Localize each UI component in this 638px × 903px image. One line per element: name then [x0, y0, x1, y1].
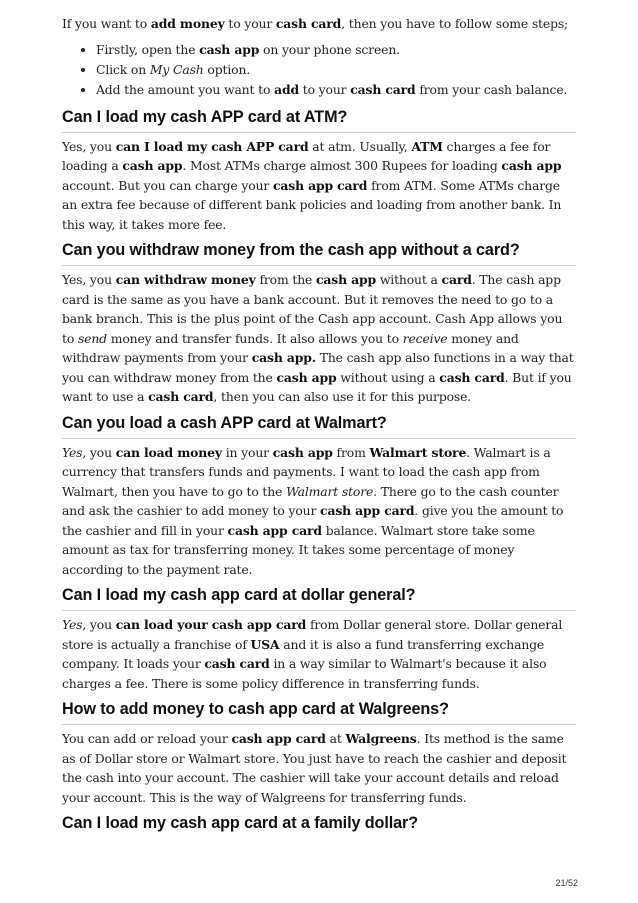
- section-paragraph: Yes, you can load money in your cash app from Walmart store. Walmart is a currency that transfers funds and payments. I want to load the cash app from Walmart, then you have to go to the Walmart store. There go to the cash counter and ask the cashier to add money to your cash app card. give you the amount to the cashier and fill in your cash app card balance. Walmart store take some amount as tax for transferring money. It takes some percentage of money according to the payment rate.: [62, 444, 564, 577]
- section-heading: Can I load my cash APP card at ATM?: [62, 108, 576, 133]
- section-heading: Can you load a cash APP card at Walmart?: [62, 414, 576, 439]
- steps-list: [62, 40, 576, 100]
- section-atm: [62, 108, 576, 235]
- section-paragraph: Yes, you can I load my cash APP card at atm. Usually, ATM charges a fee for loading a cash app. Most ATMs charge almost 300 Rupees for loading cash app account. But you can charge your cash app card from ATM. Some ATMs charge an extra fee because of different bank policies and loading from another bank. In this way, it takes more fee.: [62, 138, 562, 232]
- document-page: [62, 14, 576, 845]
- section-heading: Can you withdraw money from the cash app without a card?: [62, 241, 576, 266]
- section-family-dollar: [62, 814, 576, 838]
- section-walmart: [62, 414, 576, 580]
- page-number: 21/52: [555, 878, 578, 888]
- section-paragraph: You can add or reload your cash app card at Walgreens. Its method is the same as of Dollar store or Walmart store. You just have to reach the cashier and deposit the cash into your account. The cashier will take your account details and reload your account. This is the way of Walgreens for transferring funds.: [62, 731, 567, 805]
- section-heading: Can I load my cash app card at a family dollar?: [62, 814, 419, 832]
- list-item: • Add the amount you want to add to your cash card from your cash balance.: [96, 80, 576, 100]
- intro-paragraph: If you want to add money to your cash card, then you have to follow some steps;: [62, 16, 569, 31]
- list-item: • Click on My Cash option.: [96, 60, 576, 80]
- section-paragraph: Yes, you can load your cash app card from Dollar general store. Dollar general store is actually a franchise of USA and it is also a fund transferring exchange company. It loads your cash card in a way similar to Walmart's because it also charges a fee. There is some policy difference in transferring funds.: [62, 617, 563, 691]
- section-heading: How to add money to cash app card at Walgreens?: [62, 700, 576, 725]
- section-dollar-general: [62, 586, 576, 693]
- section-paragraph: Yes, you can withdraw money from the cash app without a card. The cash app card is the same as you have a bank account. But it removes the need to go to a bank branch. This is the plus point of the Cash app account. Cash App allows you to send money and transfer funds. It also allows you to receive money and withdraw payments from your cash app. The cash app also functions in a way that you can withdraw money from the cash app without using a cash card. But if you want to use a cash card, then you can also use it for this purpose.: [62, 272, 574, 404]
- section-heading: Can I load my cash app card at dollar general?: [62, 586, 576, 611]
- section-withdraw: [62, 241, 576, 407]
- list-item: • Firstly, open the cash app on your phone screen.: [96, 40, 576, 60]
- section-walgreens: [62, 700, 576, 807]
